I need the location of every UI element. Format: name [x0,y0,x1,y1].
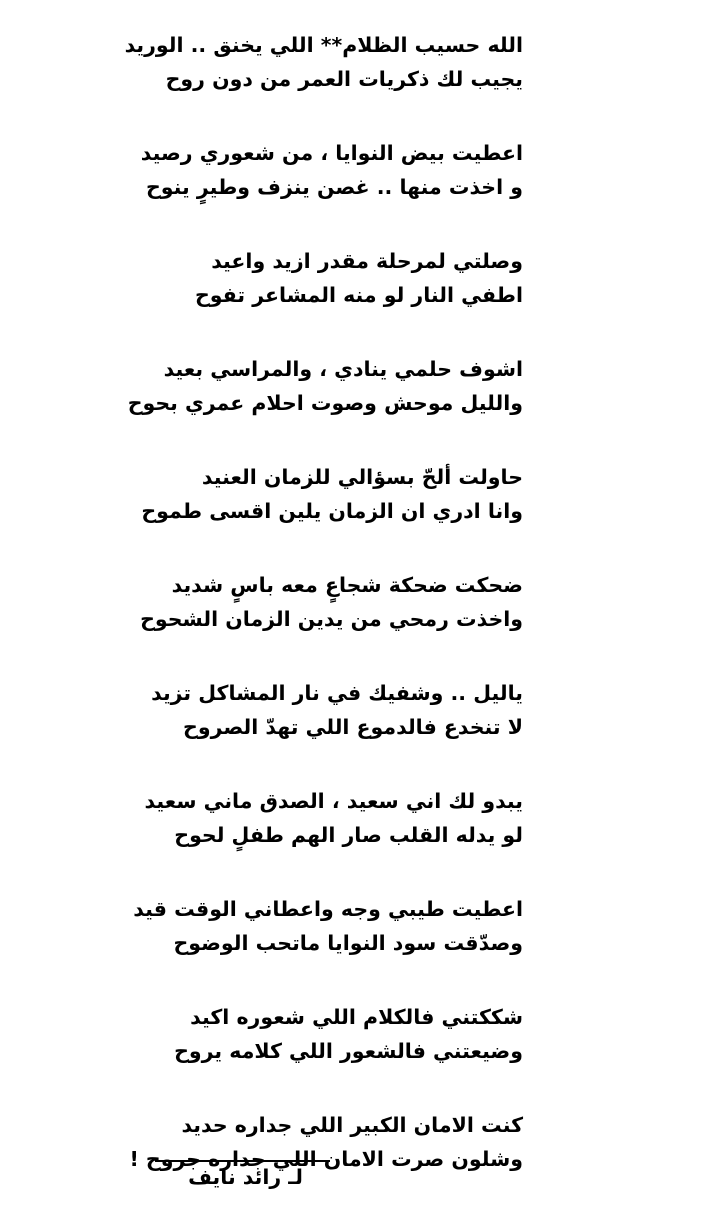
poem-line: وضيعتني فالشعور اللي كلامه يروح [174,1039,523,1063]
stanza-9 [0,892,723,1000]
poem-line: كنت الامان الكبير اللي جداره حديد [181,1113,523,1137]
poem-line: يبدو لك اني سعيد ، الصدق ماني سعيد [144,789,523,813]
signature [0,1160,723,1194]
stanza-1 [0,28,723,136]
stanza-6 [0,568,723,676]
poem-line: لو يدله القلب صار الهم طفلٍ لحوح [174,823,523,847]
poem-line: الله حسيب الظلام** اللي يخنق .. الوريد [124,33,523,57]
poem-line: وصلتي لمرحلة مقدر ازيد واعيد [211,249,523,273]
poem-line: والليل موحش وصوت احلام عمري بحوح [127,391,523,415]
stanza-10 [0,1000,723,1108]
poem-line: وانا ادري ان الزمان يلين اقسى طموح [141,499,523,523]
stanza-5 [0,460,723,568]
poem-line: ضحكت ضحكة شجاعٍ معه باسٍ شديد [171,573,523,597]
poem-line: اعطيت بيض النوايا ، من شعوري رصيد [140,141,523,165]
stanza-7 [0,676,723,784]
poem-line: وصدّقت سود النوايا ماتحب الوضوح [173,931,523,955]
poem-line: اعطيت طيبي وجه واعطاني الوقت قيد [133,897,523,921]
stanza-4 [0,352,723,460]
poem-line: لا تنخدع فالدموع اللي تهدّ الصروح [183,715,523,739]
signature-divider [155,1160,330,1162]
poem-line: واخذت رمحي من يدين الزمان الشحوح [140,607,523,631]
poem-line: حاولت ألحّ بسؤالي للزمان العنيد [201,465,523,489]
poem-line: يجيب لك ذكريات العمر من دون روح [165,67,523,91]
poem [0,28,723,1216]
poem-line: و اخذت منها .. غصن ينزف وطيرٍ ينوح [146,175,523,199]
stanza-3 [0,244,723,352]
stanza-2 [0,136,723,244]
signature-text: لـ رائد نايف [188,1165,303,1189]
poem-line: وشلون صرت الامان اللي جداره جروح ! [129,1147,523,1171]
stanza-8 [0,784,723,892]
poem-line: اطفي النار لو منه المشاعر تفوح [194,283,523,307]
poem-line: شككتني فالكلام اللي شعوره اكيد [190,1005,523,1029]
poem-line: ياليل .. وشفيك في نار المشاكل تزيد [151,681,523,705]
poem-line: اشوف حلمي ينادي ، والمراسي بعيد [163,357,523,381]
